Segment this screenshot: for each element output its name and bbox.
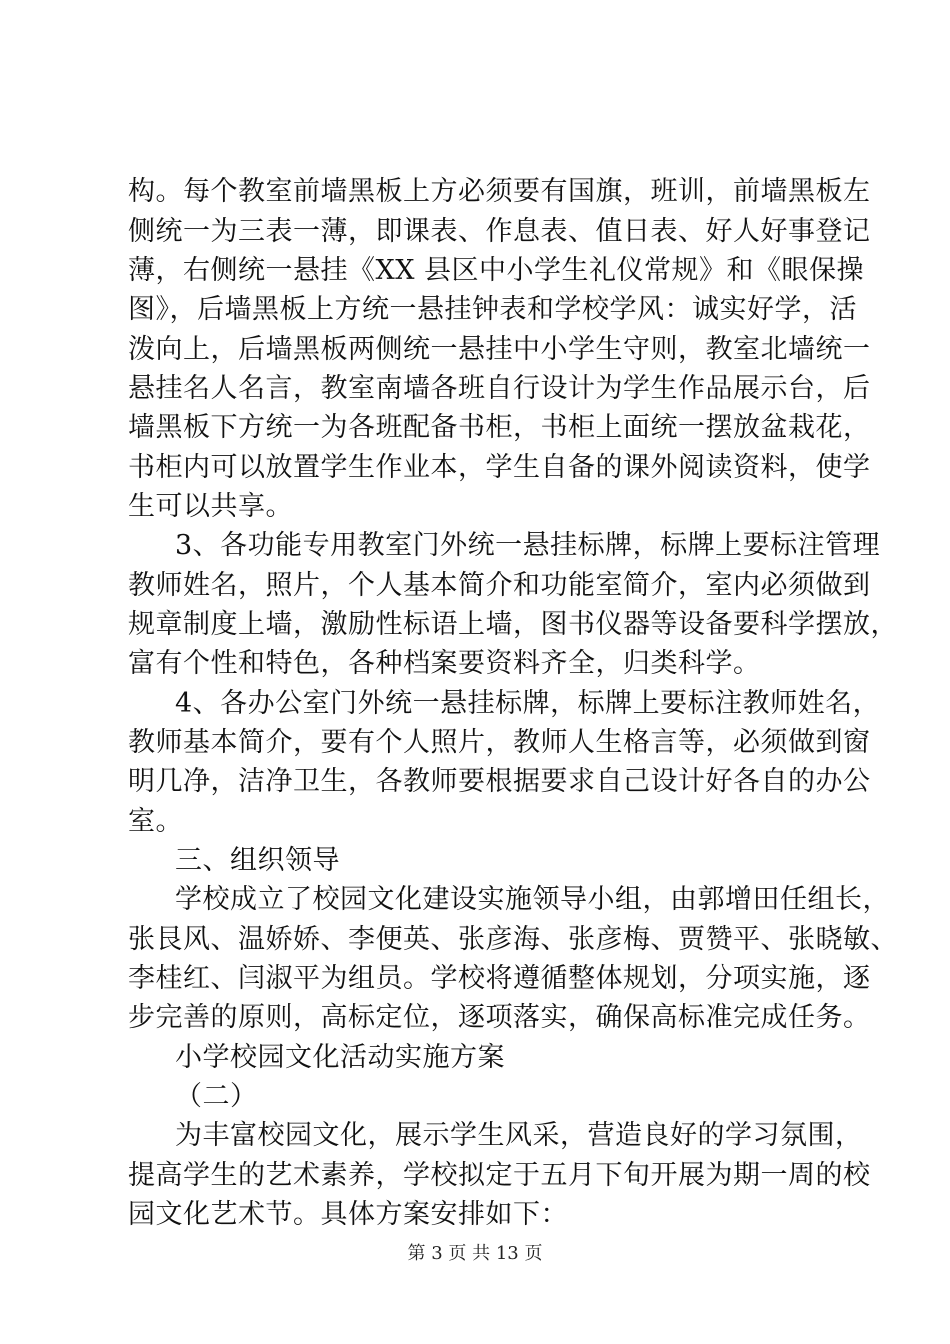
body-line: 书柜内可以放置学生作业本，学生自备的课外阅读资料，使学 bbox=[128, 452, 871, 483]
body-line: 园文化艺术节。具体方案安排如下： bbox=[128, 1199, 568, 1230]
body-line: 张艮风、温娇娇、李便英、张彦海、张彦梅、贾赞平、张晓敏、 bbox=[128, 924, 898, 955]
body-line: 明几净，洁净卫生，各教师要根据要求自己设计好各自的办公 bbox=[128, 766, 871, 797]
section-heading: 三、组织领导 bbox=[175, 845, 340, 876]
body-line: 李桂红、闫淑平为组员。学校将遵循整体规划，分项实施，逐 bbox=[128, 963, 871, 994]
body-line: 泼向上，后墙黑板两侧统一悬挂中小学生守则，教室北墙统一 bbox=[128, 334, 871, 365]
body-line: 教师基本简介，要有个人照片，教师人生格言等，必须做到窗 bbox=[128, 727, 871, 758]
body-line: 墙黑板下方统一为各班配备书柜，书柜上面统一摆放盆栽花， bbox=[128, 412, 871, 443]
body-line: 学校成立了校园文化建设实施领导小组，由郭增田任组长， bbox=[175, 884, 890, 915]
body-line: 图》，后墙黑板上方统一悬挂钟表和学校学风：诚实好学，活 bbox=[128, 294, 857, 325]
body-line: 悬挂名人名言，教室南墙各班自行设计为学生作品展示台，后 bbox=[128, 373, 871, 404]
body-line: 生可以共享。 bbox=[128, 491, 293, 522]
body-line: 规章制度上墙，激励性标语上墙，图书仪器等设备要科学摆放， bbox=[128, 609, 898, 640]
body-line: 为丰富校园文化，展示学生风采，营造良好的学习氛围， bbox=[175, 1120, 863, 1151]
body-line: 4、各办公室门外统一悬挂标牌，标牌上要标注教师姓名， bbox=[175, 688, 881, 719]
page-number: 第 3 页 共 13 页 bbox=[407, 1243, 543, 1264]
document-title: 小学校园文化活动实施方案 bbox=[175, 1042, 505, 1073]
body-line: 构。每个教室前墙黑板上方必须要有国旗，班训，前墙黑板左 bbox=[128, 176, 871, 207]
body-line: 薄，右侧统一悬挂《XX 县区中小学生礼仪常规》和《眼保操 bbox=[128, 255, 865, 286]
body-line: 富有个性和特色，各种档案要资料齐全，归类科学。 bbox=[128, 648, 761, 679]
body-line: 室。 bbox=[128, 806, 183, 837]
body-line: 侧统一为三表一薄，即课表、作息表、值日表、好人好事登记 bbox=[128, 216, 871, 247]
body-line: 提高学生的艺术素养，学校拟定于五月下旬开展为期一周的校 bbox=[128, 1160, 871, 1191]
body-line: 教师姓名，照片，个人基本简介和功能室简介，室内必须做到 bbox=[128, 570, 871, 601]
body-line: 步完善的原则，高标定位，逐项落实，确保高标准完成任务。 bbox=[128, 1002, 871, 1033]
document-subtitle: （二） bbox=[175, 1081, 258, 1112]
body-line: 3、各功能专用教室门外统一悬挂标牌，标牌上要标注管理 bbox=[175, 530, 881, 561]
